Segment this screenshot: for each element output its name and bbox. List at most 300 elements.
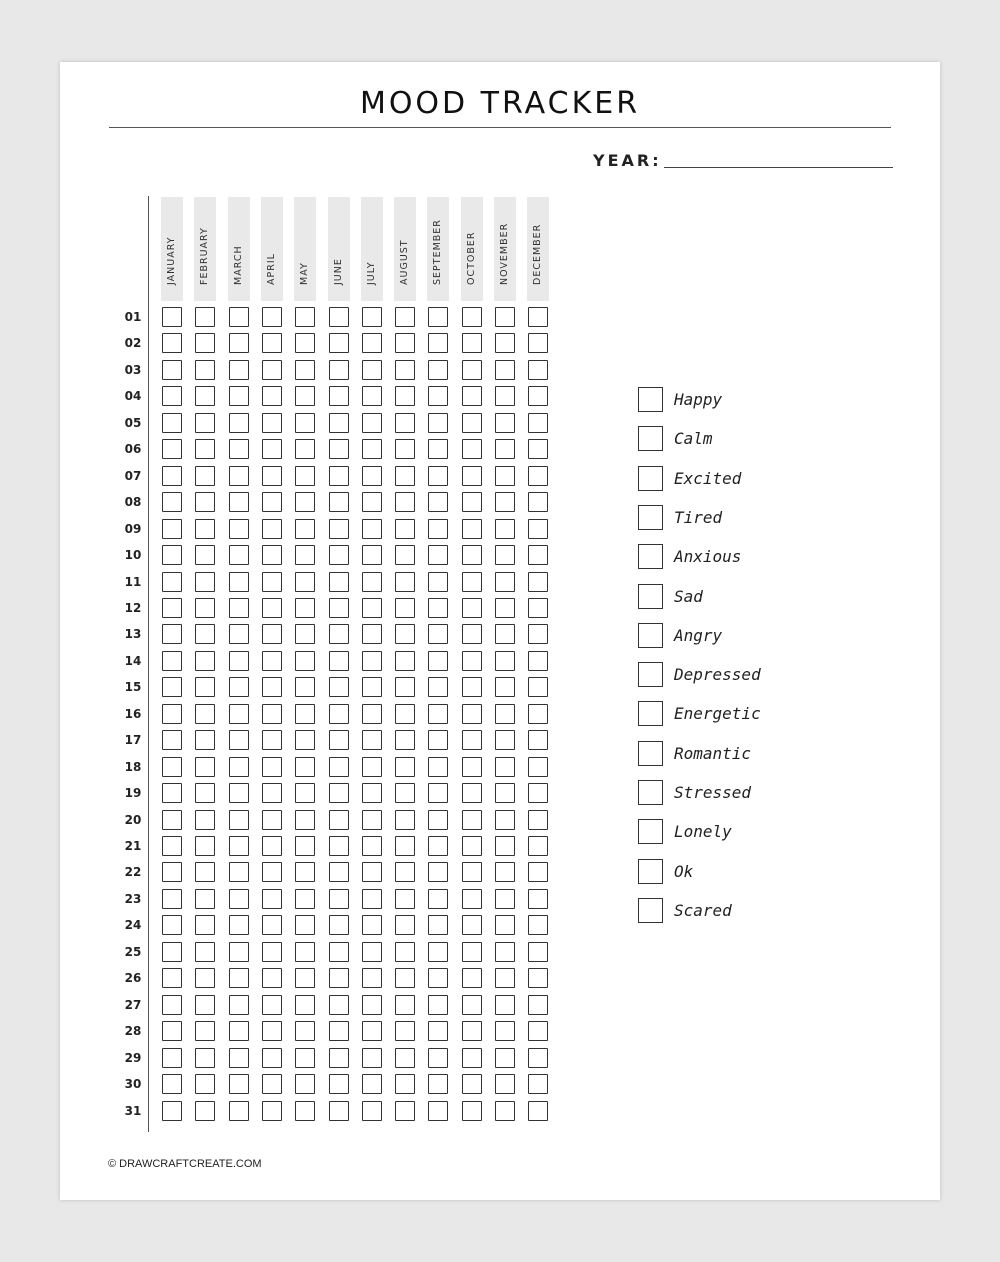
mood-cell[interactable] (229, 624, 249, 644)
mood-cell[interactable] (528, 862, 548, 882)
mood-cell[interactable] (195, 439, 215, 459)
mood-cell[interactable] (295, 360, 315, 380)
mood-cell[interactable] (495, 651, 515, 671)
mood-cell[interactable] (195, 783, 215, 803)
mood-color-box[interactable] (638, 584, 663, 609)
mood-cell[interactable] (495, 492, 515, 512)
mood-cell[interactable] (495, 677, 515, 697)
mood-cell[interactable] (428, 598, 448, 618)
mood-cell[interactable] (329, 624, 349, 644)
mood-cell[interactable] (395, 757, 415, 777)
mood-cell[interactable] (329, 730, 349, 750)
mood-cell[interactable] (462, 386, 482, 406)
mood-cell[interactable] (262, 572, 282, 592)
mood-cell[interactable] (229, 810, 249, 830)
mood-cell[interactable] (395, 572, 415, 592)
mood-cell[interactable] (395, 836, 415, 856)
mood-cell[interactable] (262, 915, 282, 935)
mood-cell[interactable] (195, 757, 215, 777)
mood-cell[interactable] (295, 1101, 315, 1121)
mood-cell[interactable] (495, 598, 515, 618)
mood-cell[interactable] (395, 1101, 415, 1121)
mood-cell[interactable] (195, 942, 215, 962)
mood-cell[interactable] (462, 413, 482, 433)
mood-cell[interactable] (295, 413, 315, 433)
mood-cell[interactable] (362, 307, 382, 327)
mood-cell[interactable] (295, 810, 315, 830)
mood-cell[interactable] (195, 862, 215, 882)
mood-cell[interactable] (162, 386, 182, 406)
mood-cell[interactable] (262, 519, 282, 539)
mood-cell[interactable] (428, 413, 448, 433)
mood-cell[interactable] (229, 651, 249, 671)
mood-cell[interactable] (229, 519, 249, 539)
mood-cell[interactable] (528, 651, 548, 671)
mood-cell[interactable] (329, 704, 349, 724)
mood-color-box[interactable] (638, 819, 663, 844)
mood-cell[interactable] (528, 413, 548, 433)
mood-cell[interactable] (395, 545, 415, 565)
mood-cell[interactable] (229, 730, 249, 750)
mood-cell[interactable] (462, 704, 482, 724)
mood-cell[interactable] (195, 836, 215, 856)
mood-cell[interactable] (262, 889, 282, 909)
mood-cell[interactable] (495, 1021, 515, 1041)
mood-cell[interactable] (195, 651, 215, 671)
mood-cell[interactable] (262, 836, 282, 856)
mood-cell[interactable] (195, 889, 215, 909)
mood-cell[interactable] (229, 995, 249, 1015)
mood-cell[interactable] (162, 439, 182, 459)
mood-cell[interactable] (462, 466, 482, 486)
mood-cell[interactable] (395, 1048, 415, 1068)
mood-cell[interactable] (428, 757, 448, 777)
mood-cell[interactable] (295, 466, 315, 486)
mood-cell[interactable] (495, 545, 515, 565)
mood-cell[interactable] (395, 862, 415, 882)
mood-cell[interactable] (295, 307, 315, 327)
mood-cell[interactable] (428, 915, 448, 935)
mood-cell[interactable] (162, 651, 182, 671)
mood-cell[interactable] (528, 810, 548, 830)
mood-cell[interactable] (528, 942, 548, 962)
mood-color-box[interactable] (638, 623, 663, 648)
mood-cell[interactable] (362, 545, 382, 565)
mood-cell[interactable] (229, 1074, 249, 1094)
mood-cell[interactable] (362, 783, 382, 803)
mood-cell[interactable] (262, 386, 282, 406)
mood-cell[interactable] (229, 942, 249, 962)
mood-cell[interactable] (495, 386, 515, 406)
mood-cell[interactable] (229, 598, 249, 618)
mood-cell[interactable] (362, 862, 382, 882)
mood-cell[interactable] (162, 942, 182, 962)
mood-cell[interactable] (528, 704, 548, 724)
mood-cell[interactable] (462, 333, 482, 353)
mood-cell[interactable] (262, 757, 282, 777)
mood-color-box[interactable] (638, 898, 663, 923)
mood-cell[interactable] (495, 333, 515, 353)
mood-cell[interactable] (362, 1101, 382, 1121)
mood-cell[interactable] (462, 968, 482, 988)
mood-color-box[interactable] (638, 662, 663, 687)
mood-cell[interactable] (262, 1101, 282, 1121)
mood-cell[interactable] (195, 307, 215, 327)
mood-cell[interactable] (295, 995, 315, 1015)
mood-cell[interactable] (528, 757, 548, 777)
mood-cell[interactable] (495, 757, 515, 777)
mood-cell[interactable] (229, 704, 249, 724)
mood-cell[interactable] (528, 519, 548, 539)
mood-cell[interactable] (362, 889, 382, 909)
mood-cell[interactable] (295, 704, 315, 724)
mood-cell[interactable] (462, 1048, 482, 1068)
mood-cell[interactable] (428, 942, 448, 962)
mood-cell[interactable] (395, 598, 415, 618)
mood-cell[interactable] (329, 1048, 349, 1068)
mood-cell[interactable] (428, 519, 448, 539)
mood-cell[interactable] (462, 862, 482, 882)
mood-cell[interactable] (195, 915, 215, 935)
mood-cell[interactable] (195, 466, 215, 486)
mood-cell[interactable] (195, 1101, 215, 1121)
mood-cell[interactable] (495, 1074, 515, 1094)
mood-cell[interactable] (362, 651, 382, 671)
mood-cell[interactable] (495, 439, 515, 459)
mood-cell[interactable] (329, 360, 349, 380)
mood-cell[interactable] (362, 360, 382, 380)
mood-cell[interactable] (495, 519, 515, 539)
mood-cell[interactable] (528, 598, 548, 618)
mood-cell[interactable] (262, 1021, 282, 1041)
mood-cell[interactable] (462, 783, 482, 803)
mood-cell[interactable] (362, 1021, 382, 1041)
mood-cell[interactable] (395, 386, 415, 406)
mood-cell[interactable] (295, 598, 315, 618)
mood-cell[interactable] (329, 915, 349, 935)
mood-cell[interactable] (428, 360, 448, 380)
mood-cell[interactable] (462, 519, 482, 539)
mood-cell[interactable] (295, 677, 315, 697)
mood-cell[interactable] (195, 492, 215, 512)
mood-cell[interactable] (295, 333, 315, 353)
mood-cell[interactable] (495, 572, 515, 592)
mood-cell[interactable] (495, 307, 515, 327)
mood-cell[interactable] (195, 519, 215, 539)
mood-cell[interactable] (162, 836, 182, 856)
mood-cell[interactable] (162, 466, 182, 486)
mood-cell[interactable] (428, 439, 448, 459)
mood-cell[interactable] (329, 889, 349, 909)
mood-cell[interactable] (395, 333, 415, 353)
mood-cell[interactable] (162, 968, 182, 988)
mood-cell[interactable] (162, 1101, 182, 1121)
mood-cell[interactable] (495, 466, 515, 486)
mood-cell[interactable] (428, 730, 448, 750)
mood-cell[interactable] (528, 677, 548, 697)
mood-cell[interactable] (195, 995, 215, 1015)
mood-cell[interactable] (329, 1101, 349, 1121)
mood-cell[interactable] (428, 704, 448, 724)
mood-cell[interactable] (329, 386, 349, 406)
mood-cell[interactable] (162, 413, 182, 433)
mood-cell[interactable] (495, 995, 515, 1015)
mood-cell[interactable] (362, 1074, 382, 1094)
mood-color-box[interactable] (638, 741, 663, 766)
mood-cell[interactable] (295, 624, 315, 644)
mood-cell[interactable] (362, 333, 382, 353)
mood-cell[interactable] (528, 889, 548, 909)
mood-cell[interactable] (262, 995, 282, 1015)
mood-cell[interactable] (528, 968, 548, 988)
mood-cell[interactable] (528, 1074, 548, 1094)
mood-cell[interactable] (428, 333, 448, 353)
mood-cell[interactable] (162, 360, 182, 380)
mood-cell[interactable] (395, 307, 415, 327)
mood-cell[interactable] (162, 783, 182, 803)
mood-cell[interactable] (462, 1021, 482, 1041)
mood-cell[interactable] (462, 995, 482, 1015)
mood-cell[interactable] (262, 677, 282, 697)
mood-cell[interactable] (195, 810, 215, 830)
mood-cell[interactable] (528, 1048, 548, 1068)
mood-cell[interactable] (262, 545, 282, 565)
mood-cell[interactable] (262, 492, 282, 512)
mood-cell[interactable] (162, 624, 182, 644)
mood-cell[interactable] (362, 439, 382, 459)
mood-cell[interactable] (395, 492, 415, 512)
mood-cell[interactable] (528, 333, 548, 353)
mood-cell[interactable] (162, 889, 182, 909)
mood-cell[interactable] (462, 572, 482, 592)
mood-cell[interactable] (428, 572, 448, 592)
mood-cell[interactable] (495, 836, 515, 856)
mood-cell[interactable] (262, 333, 282, 353)
mood-cell[interactable] (229, 333, 249, 353)
mood-cell[interactable] (329, 968, 349, 988)
mood-cell[interactable] (329, 519, 349, 539)
mood-cell[interactable] (428, 307, 448, 327)
mood-cell[interactable] (195, 545, 215, 565)
mood-cell[interactable] (295, 836, 315, 856)
mood-cell[interactable] (295, 519, 315, 539)
mood-cell[interactable] (229, 915, 249, 935)
mood-cell[interactable] (495, 413, 515, 433)
mood-cell[interactable] (229, 1048, 249, 1068)
mood-cell[interactable] (362, 942, 382, 962)
mood-cell[interactable] (428, 862, 448, 882)
mood-cell[interactable] (395, 889, 415, 909)
mood-cell[interactable] (362, 519, 382, 539)
mood-cell[interactable] (162, 730, 182, 750)
mood-cell[interactable] (395, 810, 415, 830)
mood-cell[interactable] (395, 413, 415, 433)
mood-cell[interactable] (428, 1101, 448, 1121)
mood-cell[interactable] (395, 519, 415, 539)
mood-cell[interactable] (428, 651, 448, 671)
mood-cell[interactable] (495, 704, 515, 724)
mood-cell[interactable] (428, 1048, 448, 1068)
mood-cell[interactable] (428, 545, 448, 565)
mood-cell[interactable] (362, 968, 382, 988)
mood-cell[interactable] (195, 386, 215, 406)
mood-cell[interactable] (495, 360, 515, 380)
mood-cell[interactable] (528, 386, 548, 406)
mood-cell[interactable] (229, 1021, 249, 1041)
mood-cell[interactable] (462, 492, 482, 512)
mood-cell[interactable] (229, 572, 249, 592)
mood-cell[interactable] (162, 862, 182, 882)
mood-cell[interactable] (162, 704, 182, 724)
mood-cell[interactable] (262, 810, 282, 830)
mood-cell[interactable] (362, 572, 382, 592)
mood-cell[interactable] (295, 889, 315, 909)
mood-cell[interactable] (329, 1074, 349, 1094)
mood-cell[interactable] (362, 413, 382, 433)
mood-cell[interactable] (295, 968, 315, 988)
mood-cell[interactable] (262, 466, 282, 486)
mood-cell[interactable] (495, 1048, 515, 1068)
mood-cell[interactable] (395, 995, 415, 1015)
mood-cell[interactable] (195, 677, 215, 697)
mood-cell[interactable] (362, 995, 382, 1015)
mood-cell[interactable] (162, 545, 182, 565)
mood-cell[interactable] (329, 942, 349, 962)
mood-cell[interactable] (528, 307, 548, 327)
mood-cell[interactable] (162, 1021, 182, 1041)
mood-cell[interactable] (362, 466, 382, 486)
mood-cell[interactable] (195, 968, 215, 988)
mood-cell[interactable] (428, 783, 448, 803)
mood-cell[interactable] (495, 968, 515, 988)
mood-cell[interactable] (395, 942, 415, 962)
mood-cell[interactable] (462, 545, 482, 565)
mood-cell[interactable] (428, 677, 448, 697)
mood-cell[interactable] (395, 624, 415, 644)
mood-cell[interactable] (295, 572, 315, 592)
mood-cell[interactable] (362, 1048, 382, 1068)
mood-cell[interactable] (462, 598, 482, 618)
mood-cell[interactable] (262, 1074, 282, 1094)
mood-cell[interactable] (295, 439, 315, 459)
mood-cell[interactable] (428, 968, 448, 988)
mood-cell[interactable] (229, 307, 249, 327)
mood-cell[interactable] (229, 1101, 249, 1121)
mood-cell[interactable] (229, 836, 249, 856)
mood-cell[interactable] (495, 783, 515, 803)
mood-cell[interactable] (528, 730, 548, 750)
mood-cell[interactable] (462, 810, 482, 830)
mood-cell[interactable] (229, 545, 249, 565)
mood-cell[interactable] (528, 545, 548, 565)
mood-cell[interactable] (495, 730, 515, 750)
mood-cell[interactable] (395, 360, 415, 380)
mood-cell[interactable] (528, 915, 548, 935)
mood-cell[interactable] (462, 651, 482, 671)
mood-cell[interactable] (495, 624, 515, 644)
mood-cell[interactable] (428, 386, 448, 406)
mood-cell[interactable] (395, 677, 415, 697)
mood-cell[interactable] (329, 413, 349, 433)
mood-cell[interactable] (262, 1048, 282, 1068)
mood-cell[interactable] (329, 545, 349, 565)
mood-cell[interactable] (229, 889, 249, 909)
mood-cell[interactable] (162, 492, 182, 512)
mood-cell[interactable] (462, 360, 482, 380)
mood-cell[interactable] (428, 889, 448, 909)
mood-cell[interactable] (528, 836, 548, 856)
mood-cell[interactable] (395, 1021, 415, 1041)
mood-cell[interactable] (428, 1074, 448, 1094)
mood-cell[interactable] (229, 757, 249, 777)
mood-cell[interactable] (528, 492, 548, 512)
mood-cell[interactable] (162, 333, 182, 353)
mood-cell[interactable] (229, 968, 249, 988)
mood-cell[interactable] (295, 730, 315, 750)
mood-cell[interactable] (329, 492, 349, 512)
mood-cell[interactable] (462, 730, 482, 750)
mood-cell[interactable] (395, 968, 415, 988)
mood-cell[interactable] (362, 677, 382, 697)
mood-cell[interactable] (495, 915, 515, 935)
mood-cell[interactable] (528, 1021, 548, 1041)
mood-cell[interactable] (295, 1048, 315, 1068)
mood-cell[interactable] (528, 783, 548, 803)
mood-cell[interactable] (295, 783, 315, 803)
mood-cell[interactable] (329, 810, 349, 830)
mood-cell[interactable] (195, 704, 215, 724)
mood-cell[interactable] (428, 810, 448, 830)
mood-cell[interactable] (528, 466, 548, 486)
mood-cell[interactable] (262, 783, 282, 803)
mood-cell[interactable] (528, 439, 548, 459)
mood-cell[interactable] (162, 1048, 182, 1068)
mood-cell[interactable] (329, 836, 349, 856)
mood-cell[interactable] (462, 889, 482, 909)
mood-cell[interactable] (295, 492, 315, 512)
mood-cell[interactable] (195, 624, 215, 644)
mood-cell[interactable] (462, 836, 482, 856)
mood-cell[interactable] (262, 360, 282, 380)
mood-cell[interactable] (362, 704, 382, 724)
mood-cell[interactable] (195, 413, 215, 433)
mood-cell[interactable] (329, 651, 349, 671)
mood-cell[interactable] (162, 307, 182, 327)
mood-cell[interactable] (528, 572, 548, 592)
mood-cell[interactable] (495, 889, 515, 909)
mood-cell[interactable] (229, 466, 249, 486)
mood-cell[interactable] (362, 757, 382, 777)
mood-cell[interactable] (329, 333, 349, 353)
mood-color-box[interactable] (638, 859, 663, 884)
mood-cell[interactable] (329, 466, 349, 486)
mood-cell[interactable] (428, 492, 448, 512)
mood-cell[interactable] (462, 624, 482, 644)
mood-cell[interactable] (462, 915, 482, 935)
mood-cell[interactable] (229, 360, 249, 380)
mood-cell[interactable] (229, 862, 249, 882)
mood-cell[interactable] (329, 598, 349, 618)
mood-cell[interactable] (329, 995, 349, 1015)
mood-cell[interactable] (262, 651, 282, 671)
mood-cell[interactable] (262, 624, 282, 644)
mood-cell[interactable] (195, 1048, 215, 1068)
mood-cell[interactable] (362, 492, 382, 512)
mood-cell[interactable] (528, 995, 548, 1015)
mood-cell[interactable] (295, 651, 315, 671)
mood-cell[interactable] (229, 677, 249, 697)
mood-cell[interactable] (195, 333, 215, 353)
